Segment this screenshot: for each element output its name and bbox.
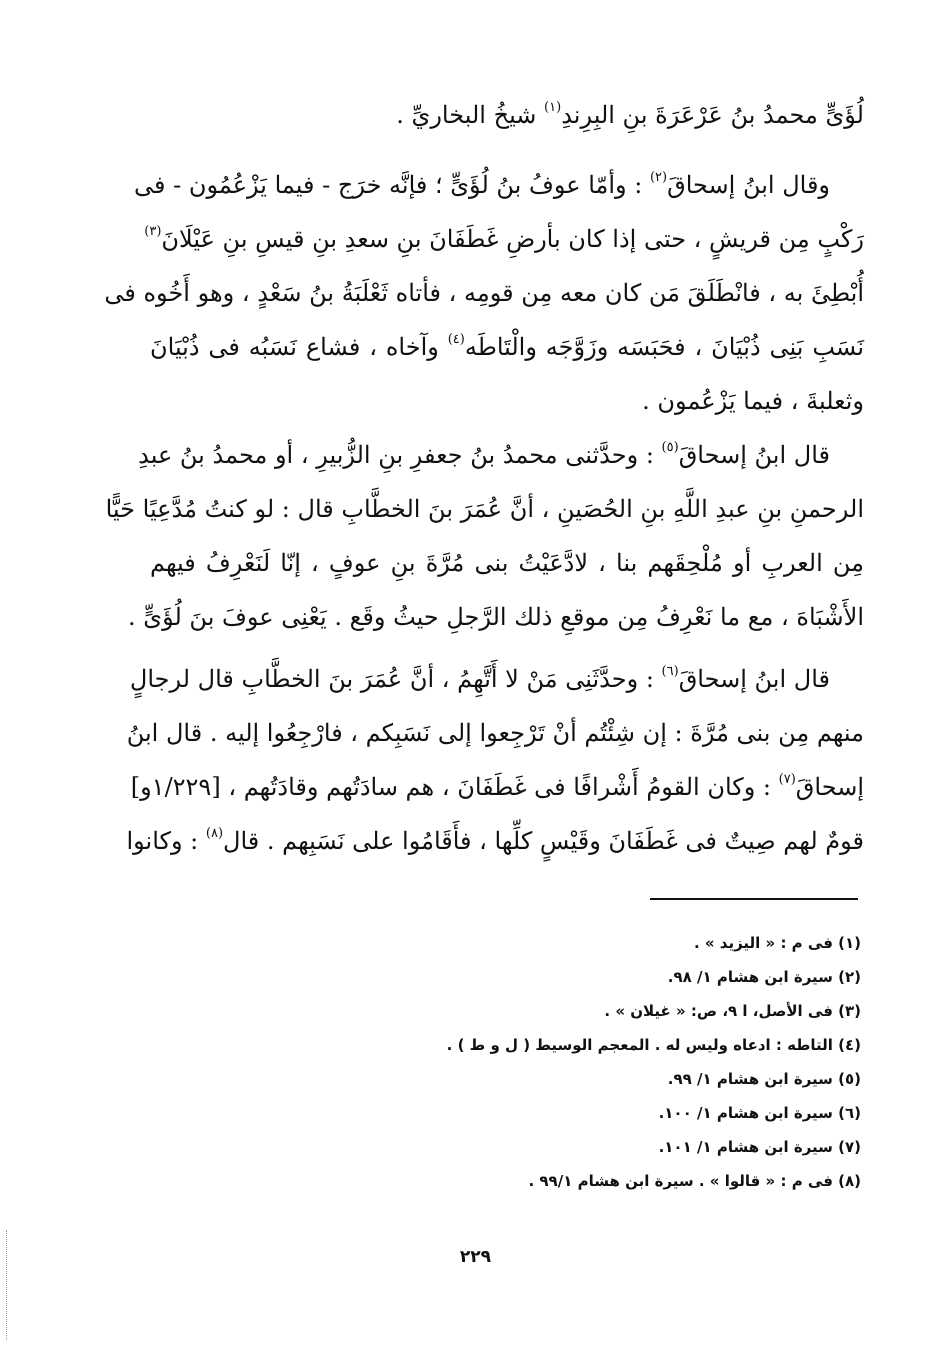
text-segment: قومٌ لهم صِيتٌ فى غَطَفَانَ وقَيْسٍ كلِّها ، فأَقَامُوا على نَسَبِهم . قال	[223, 827, 864, 855]
text-segment: نَسَبِ بَنِى ذُبْيَانَ ، فحَبَسَه وزَوَّجَه والْتَاطَه	[464, 333, 864, 361]
text-line: الأَشْبَاهَ ، مع ما نَعْرِفُ مِن موقعِ ذلك الرَّجلِ حيثُ وقَع . يَعْنِى عوفَ بنَ لُؤَىٍّ .	[128, 603, 864, 631]
footnote-divider	[650, 898, 858, 900]
text-segment: شيخُ البخاريِّ .	[396, 101, 545, 129]
footnote-item: (٧) سيرة ابن هشام ١/ ١٠١.	[658, 1138, 861, 1156]
text-segment: : وكان القومُ أَشْرافًا فى غَطَفَانَ ، هم سادَتُهم وقادَتُهم ، [١/٢٢٩و]	[130, 773, 779, 801]
text-segment: : وحدَّثَنِى مَنْ لا أَتَّهِمُ ، أنَّ عُمَرَ بنَ الخطَّابِ قال لرجالٍ	[129, 665, 662, 693]
text-segment: : وحدَّثنى محمدُ بنُ جعفرِ بنِ الزُّبيرِ ، أو محمدُ بنُ عبدِ	[138, 441, 662, 469]
text-line	[144, 212, 864, 266]
text-line	[133, 158, 864, 212]
footnote-item: (١) فى م : « اليزيد » .	[693, 934, 861, 952]
page-number: ٢٢٩	[459, 1247, 492, 1267]
text-segment: لُؤَىٍّ محمدُ بنُ عَرْعَرَةَ بنِ البِرِندِ	[561, 101, 864, 129]
text-line	[150, 88, 864, 142]
text-line	[150, 320, 864, 374]
footnote-item: (٨) فى م : « قالوا » . سيرة ابن هشام ٩٩/١ .	[528, 1172, 861, 1190]
footnote-ref[interactable]: (٦)	[661, 664, 679, 679]
paragraph-auf-ibn-luayy	[104, 158, 864, 428]
footnote-ref[interactable]: (٤)	[447, 332, 465, 347]
footnote-item: (٤) التاطه : ادعاه وليس له . المعجم الوسيط ( ل و ط ) .	[446, 1036, 861, 1054]
footnote-ref[interactable]: (٧)	[778, 772, 796, 787]
footnote-item: (٦) سيرة ابن هشام ١/ ١٠٠.	[658, 1104, 861, 1122]
footnote-ref[interactable]: (٣)	[144, 224, 162, 239]
footnote-ref[interactable]: (٢)	[649, 170, 668, 185]
text-line: مِن العربِ أو مُلْحِقَهم بنا ، لادَّعَيْتُ بنى مُرَّةَ بنِ عوفٍ ، إنّا لَنَعْرِفُ فيهم	[150, 549, 864, 577]
text-line: وثعلبةَ ، فيما يَزْعُمون .	[642, 387, 864, 415]
text-segment: إسحاقَ	[795, 773, 864, 801]
text-segment: وآخاه ، فشاع نَسَبُه فى ذُبْيَانَ	[150, 333, 448, 361]
text-line	[130, 760, 864, 814]
footnote-ref[interactable]: (٥)	[661, 440, 679, 455]
text-line: منهم مِن بنى مُرَّةَ : إن شِئْتُم أنْ تَرْجِعوا إلى نَسَبِكم ، فارْجِعُوا إليه . قال ابنُ	[126, 719, 864, 747]
text-segment: : وأمّا عوفُ بنُ لُؤَىٍّ ؛ فإنَّه خرَج - فيما يَزْعُمُون - فى	[133, 171, 650, 199]
text-line	[138, 428, 864, 482]
footnote-item: (٢) سيرة ابن هشام ١/ ٩٨.	[667, 968, 861, 986]
text-line: الرحمنِ بنِ عبدِ اللَّهِ بنِ الحُصَينِ ، أنَّ عُمَرَ بنَ الخطَّابِ قال : لو كنتُ مُدَّعِيًا حَيًّا	[105, 495, 864, 523]
footnote-item: (٥) سيرة ابن هشام ١/ ٩٩.	[667, 1070, 861, 1088]
paragraph-bani-murra	[126, 652, 864, 868]
text-line	[126, 814, 864, 868]
text-segment: قال ابنُ إسحاقَ	[678, 665, 830, 693]
footnote-ref[interactable]: (٨)	[205, 826, 224, 841]
text-line: أُبْطِئَ به ، فانْطَلَقَ مَن كان معه مِن قومِه ، فأتاه ثَعْلَبَةُ بنُ سَعْدٍ ، وهو أَخُوه فى	[104, 279, 864, 307]
paragraph-continuation	[150, 88, 864, 142]
text-segment: وقال ابنُ إسحاقَ	[667, 171, 830, 199]
text-segment: رَكْبٍ مِن قريشٍ ، حتى إذا كان بأرضِ غَطَفَانَ بنِ سعدِ بنِ قيسِ بنِ عَيْلَانَ	[161, 225, 864, 253]
paragraph-umar-quote	[105, 428, 864, 644]
footnotes	[261, 926, 861, 1198]
text-segment: قال ابنُ إسحاقَ	[678, 441, 830, 469]
footnote-item: (٣) فى الأصل، ا ٩، ص: « غيلان » .	[604, 1002, 861, 1020]
text-line	[129, 652, 864, 706]
scan-margin-mark	[6, 1230, 9, 1340]
footnote-ref[interactable]: (١)	[544, 100, 562, 115]
text-segment: : وكانوا	[126, 827, 206, 855]
